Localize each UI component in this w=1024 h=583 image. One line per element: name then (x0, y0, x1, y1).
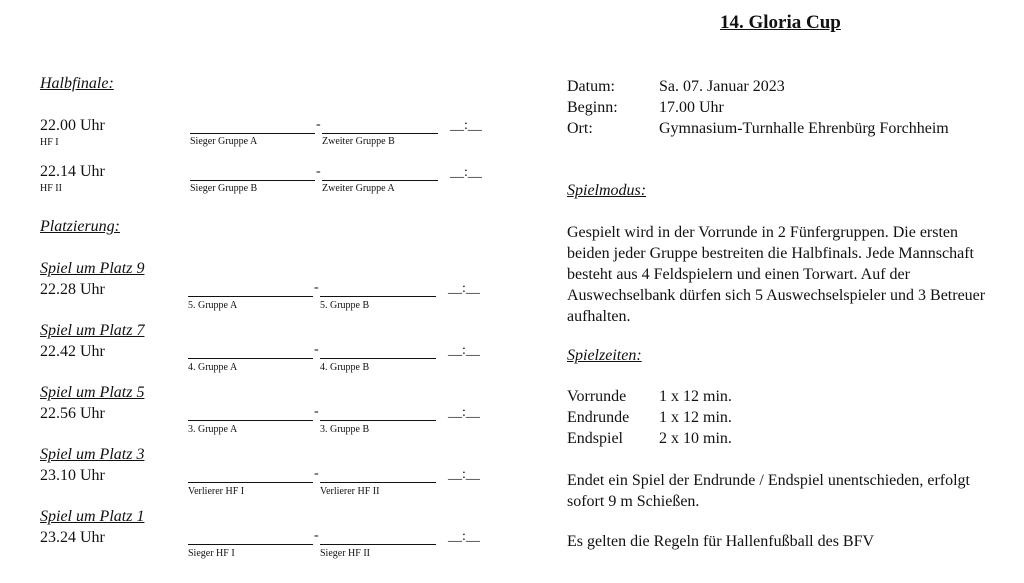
team2-line (322, 133, 438, 134)
team1-line (188, 544, 313, 545)
team1-label: 5. Gruppe A (188, 300, 238, 311)
phase-duration: 1 x 12 min. (659, 388, 732, 405)
team1-line (190, 180, 315, 181)
match-heading: Spiel um Platz 1 (40, 508, 145, 525)
score-field: __:__ (448, 343, 480, 358)
match-time: 22.42 Uhr (40, 343, 105, 360)
team1-label: 4. Gruppe A (188, 362, 238, 373)
team2-label: Zweiter Gruppe A (322, 183, 395, 194)
score-field: __:__ (448, 281, 480, 296)
phase-label: Endrunde (567, 409, 630, 426)
team2-line (320, 482, 436, 483)
team2-line (320, 296, 436, 297)
tiebreak-note: Endet ein Spiel der Endrunde / Endspiel unentschieden, erfolgt sofort 9 m Schießen. (567, 472, 970, 510)
team1-label: Sieger HF I (188, 548, 235, 559)
ort-value: Gymnasium-Turnhalle Ehrenbürg Forchheim (659, 120, 949, 137)
phase-duration: 2 x 10 min. (659, 430, 732, 447)
match-code: HF II (40, 183, 62, 194)
match-heading: Spiel um Platz 7 (40, 322, 145, 339)
match-time: 22.00 Uhr (40, 117, 105, 134)
phase-label: Vorrunde (567, 388, 627, 405)
match-code: HF I (40, 137, 59, 148)
match-dash: - (314, 528, 319, 543)
spielzeiten-heading: Spielzeiten: (567, 347, 642, 364)
halbfinale-heading: Halbfinale: (40, 75, 114, 92)
team1-line (188, 358, 313, 359)
team2-line (320, 544, 436, 545)
match-dash: - (316, 164, 321, 179)
ort-label: Ort: (567, 120, 593, 137)
score-field: __:__ (448, 529, 480, 544)
score-field: __:__ (448, 467, 480, 482)
team2-label: 4. Gruppe B (320, 362, 370, 373)
beginn-value: 17.00 Uhr (659, 99, 724, 116)
team2-line (322, 180, 438, 181)
match-time: 22.28 Uhr (40, 281, 105, 298)
spielmodus-heading: Spielmodus: (567, 182, 647, 199)
datum-value: Sa. 07. Januar 2023 (659, 78, 785, 95)
match-heading: Spiel um Platz 5 (40, 384, 145, 401)
team2-label: Sieger HF II (320, 548, 370, 559)
score-field: __:__ (450, 118, 482, 133)
match-heading: Spiel um Platz 9 (40, 260, 145, 277)
match-dash: - (314, 466, 319, 481)
team2-line (320, 358, 436, 359)
match-time: 23.10 Uhr (40, 467, 105, 484)
datum-label: Datum: (567, 78, 615, 95)
spielmodus-text: Gespielt wird in der Vorrunde in 2 Fünfergruppen. Die ersten beiden jeder Gruppe bestreiten die Halbfinals. Jede Mannschaft besteht aus 4 Feldspielern und einen Torwart. Auf der Auswechselbank dürfen sich 5 Auswechselspieler und 3 Betreuer aufhalten. (567, 224, 986, 325)
match-time: 22.56 Uhr (40, 405, 105, 422)
team1-label: Verlierer HF I (188, 486, 245, 497)
match-dash: - (314, 404, 319, 419)
page-title: 14. Gloria Cup (720, 12, 841, 33)
platzierung-heading: Platzierung: (40, 218, 120, 235)
match-time: 22.14 Uhr (40, 163, 105, 180)
team1-label: 3. Gruppe A (188, 424, 238, 435)
team2-label: 3. Gruppe B (320, 424, 370, 435)
match-dash: - (316, 117, 321, 132)
team2-label: Verlierer HF II (320, 486, 380, 497)
team1-label: Sieger Gruppe A (190, 136, 258, 147)
match-heading: Spiel um Platz 3 (40, 446, 145, 463)
team2-label: 5. Gruppe B (320, 300, 370, 311)
team2-line (320, 420, 436, 421)
match-time: 23.24 Uhr (40, 529, 105, 546)
beginn-label: Beginn: (567, 99, 618, 116)
team1-line (188, 420, 313, 421)
score-field: __:__ (450, 165, 482, 180)
team1-label: Sieger Gruppe B (190, 183, 258, 194)
score-field: __:__ (448, 405, 480, 420)
rules-note: Es gelten die Regeln für Hallenfußball des BFV (567, 533, 875, 550)
phase-label: Endspiel (567, 430, 623, 447)
team1-line (190, 133, 315, 134)
match-dash: - (314, 280, 319, 295)
team1-line (188, 296, 313, 297)
team1-line (188, 482, 313, 483)
phase-duration: 1 x 12 min. (659, 409, 732, 426)
match-dash: - (314, 342, 319, 357)
team2-label: Zweiter Gruppe B (322, 136, 395, 147)
